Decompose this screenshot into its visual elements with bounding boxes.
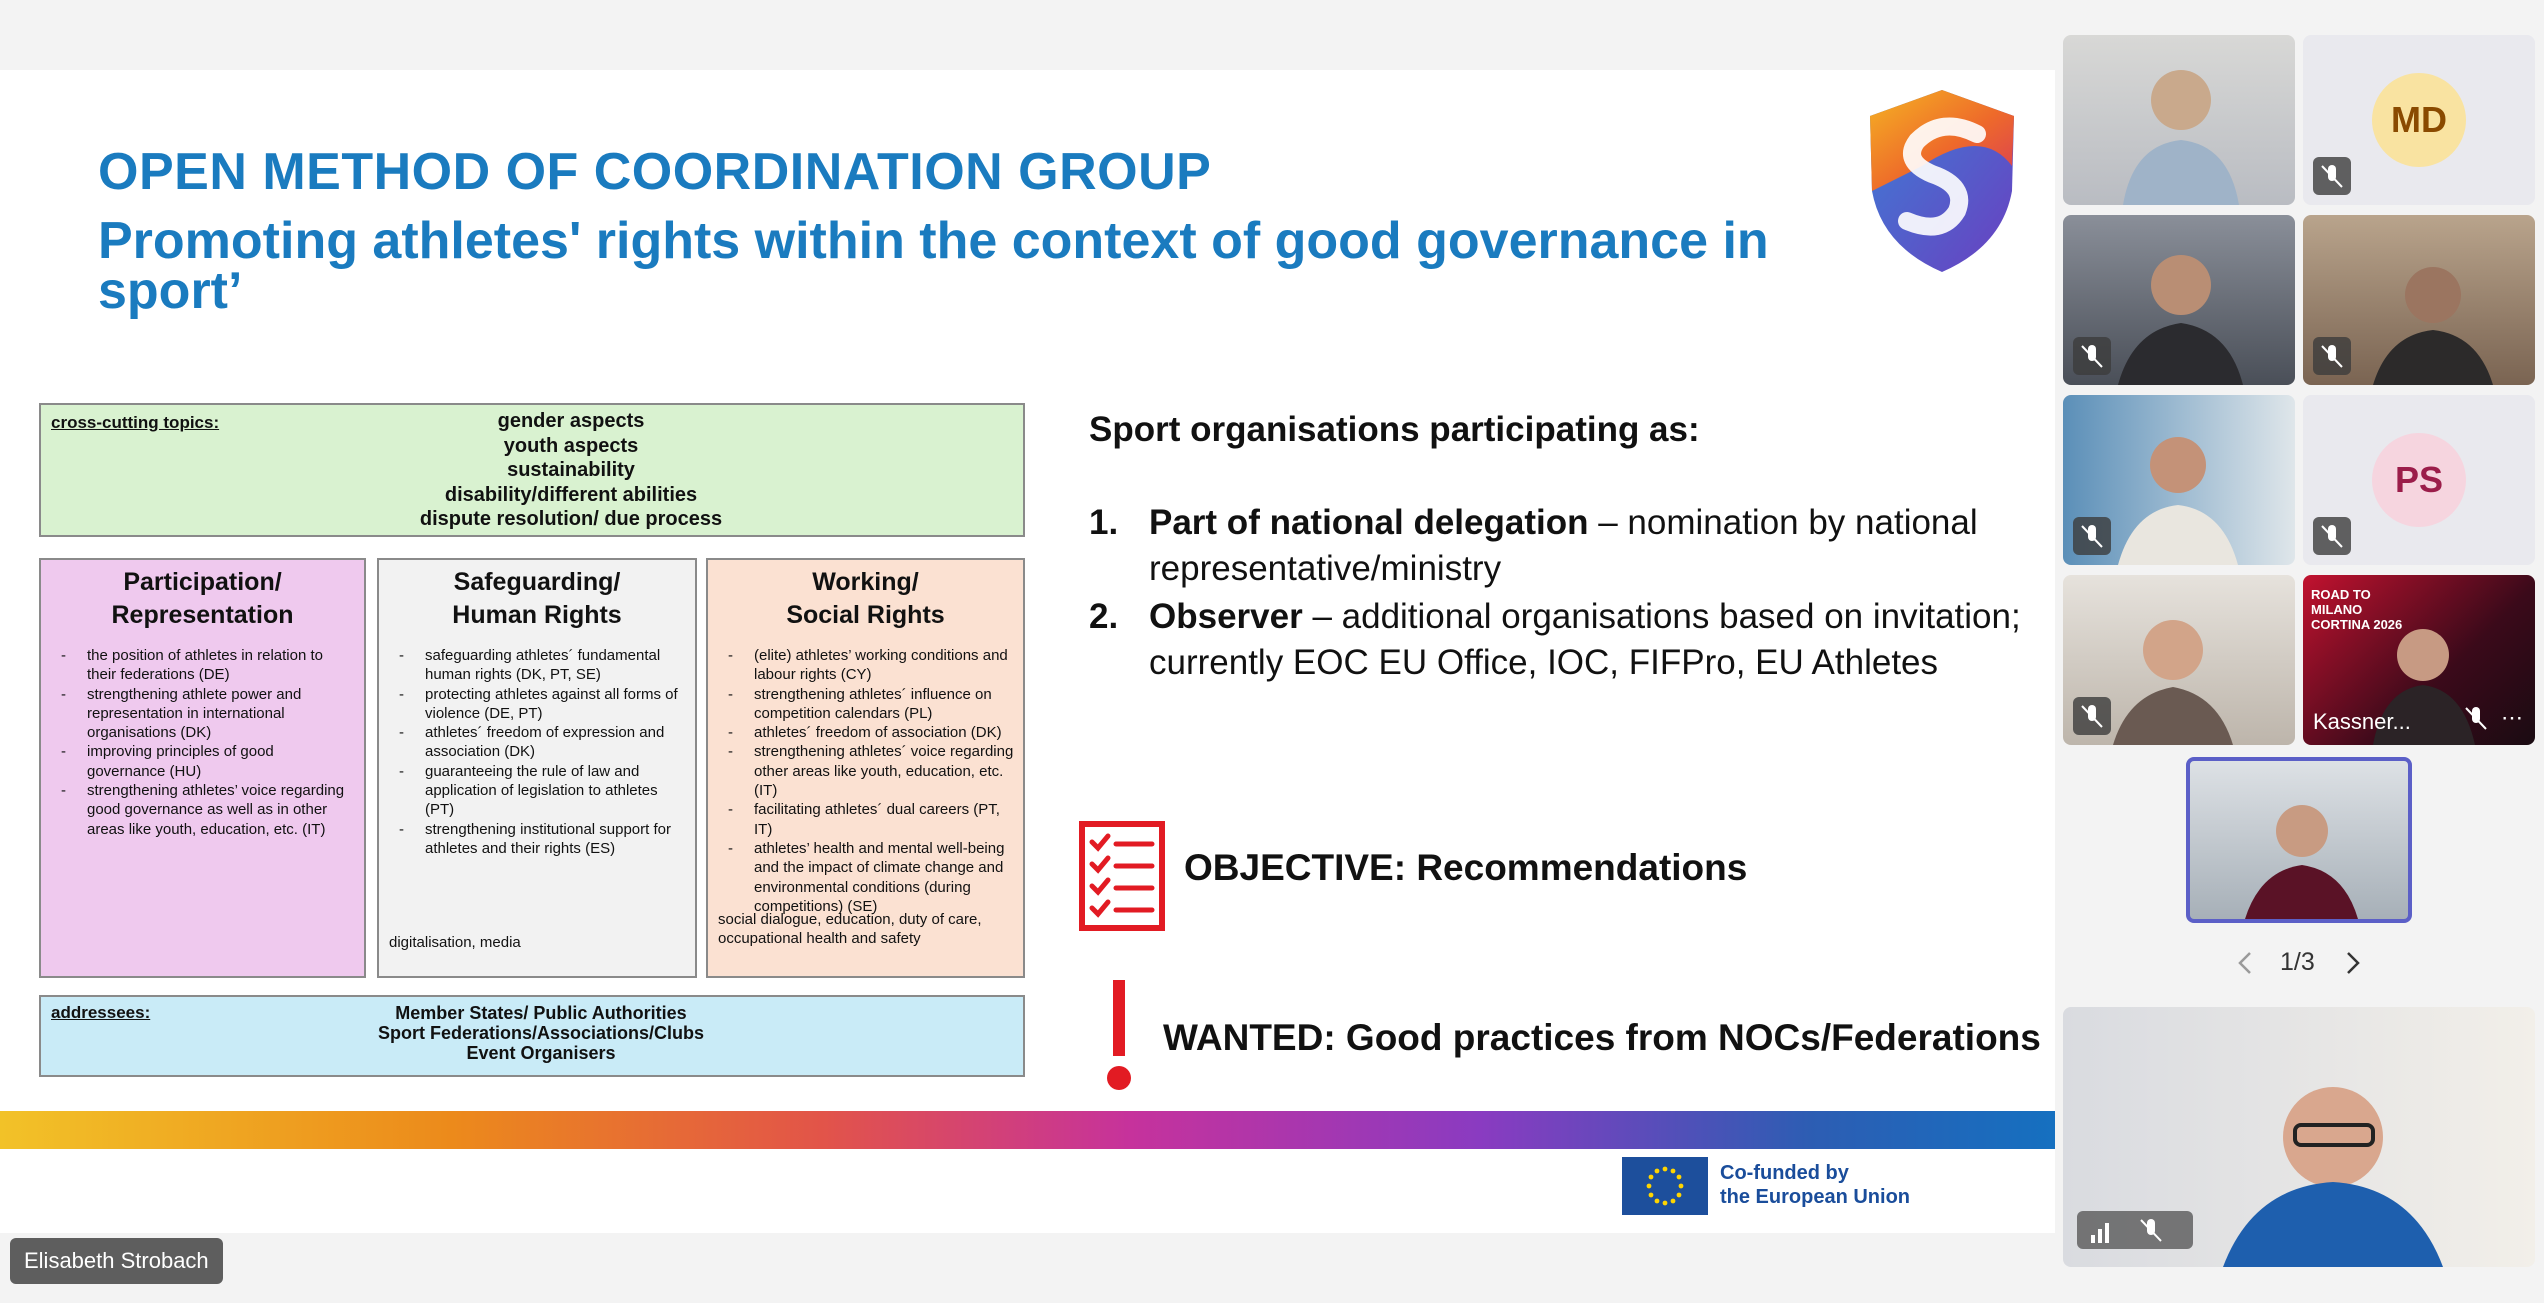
item-number: 2. [1089,597,1119,636]
participant-avatar-tile[interactable] [2303,35,2535,205]
addressees-lines [241,1003,841,1063]
more-options-icon[interactable]: ⋯ [2501,705,2523,730]
cross-cutting-label: cross-cutting topics: [51,413,220,432]
list-item: - strengthening institutional support for athletes and their rights (ES) [425,820,687,859]
list-item: - guaranteeing the rule of law and application of legislation to athletes (PT) [425,762,687,820]
list-item: - strengthening athletes´ voice regarding other areas like youth, education, etc. (IT) [754,742,1015,800]
safeguarding-column [377,558,697,978]
muted-mic-icon [2073,517,2111,555]
participant-name-label: Kassner... [2313,709,2411,734]
column-heading-line: Working/ [812,568,919,596]
self-video-controls [2077,1211,2193,1249]
active-speaker-tile[interactable] [2186,757,2412,923]
sport-organisations-heading: Sport organisations participating as: [1089,410,1700,449]
addressees-box [39,995,1025,1077]
list-item: - protecting athletes against all forms of violence (DE, PT) [425,685,687,724]
column-heading-line: Human Rights [452,601,622,629]
participant-avatar-tile[interactable] [2303,395,2535,565]
list-item: - safeguarding athletes´ fundamental human rights (DK, PT, SE) [425,646,687,685]
video-overlay-text: ROAD TO MILANO CORTINA 2026 [2311,587,2403,632]
column-footer: social dialogue, education, duty of care, occupational health and safety [718,911,982,947]
list-item: - facilitating athletes´ dual careers (PT, IT) [754,800,1015,839]
eu-cofunded-text [1720,1161,1910,1209]
numbered-item-2 [1089,594,2049,686]
numbered-item-1 [1089,500,2049,592]
eu-text-line: Co-funded by [1720,1162,1849,1184]
muted-mic-icon [2073,697,2111,735]
column-heading-line: Representation [111,601,294,629]
addressees-label: addressees: [51,1003,151,1022]
page-indicator: 1/3 [2280,948,2315,976]
cross-cutting-topics [271,409,871,532]
list-item: - strengthening athletes’ voice regarding good governance as well as in other areas like youth, education, etc. (IT) [87,781,356,839]
person-silhouette-icon [2190,761,2408,919]
column-heading-line: Social Rights [786,601,945,629]
participant-video-tile[interactable] [2303,575,2535,745]
muted-mic-icon [2313,517,2351,555]
item-bold-text: Part of national delegation [1149,503,1589,542]
list-item: - the position of athletes in relation to their federations (DE) [87,646,356,685]
topic-item: gender aspects [497,410,645,432]
person-silhouette-icon [2063,35,2295,205]
participant-video-tile[interactable] [2063,395,2295,565]
list-item: - athletes´ freedom of expression and association (DK) [425,723,687,762]
item-text: – additional organisations based on invitation; currently EOC EU Office, IOC, FIFPro, EU Athletes [1149,597,2021,682]
participant-video-tile[interactable] [2063,35,2295,205]
addressee-item: Sport Federations/Associations/Clubs [377,1023,705,1043]
list-item: - strengthening athlete power and representation in international organisations (DK) [87,685,356,743]
shield-logo-icon [1862,86,2022,276]
muted-mic-icon [2313,157,2351,195]
eu-flag-icon [1622,1157,1708,1215]
addressee-item: Event Organisers [466,1043,616,1063]
topic-item: dispute resolution/ due process [419,508,723,530]
item-number: 1. [1089,503,1119,542]
column-list [708,646,1023,916]
item-bold-text: Observer [1149,597,1303,636]
list-item: - (elite) athletes’ working conditions and labour rights (CY) [754,646,1015,685]
item-text: – nomination by national representative/ministry [1149,503,1978,588]
cross-cutting-topics-box [39,403,1025,537]
column-heading-line: Participation/ [123,568,282,596]
participant-video-tile[interactable] [2063,575,2295,745]
participant-video-tile[interactable] [2063,215,2295,385]
list-item: - improving principles of good governance (HU) [87,742,356,781]
slide-subtitle: Promoting athletes' rights within the context of good governance in sport’ [98,212,1769,320]
presenter-name-label: Elisabeth Strobach [10,1238,223,1284]
addressee-item: Member States/ Public Authorities [395,1003,687,1023]
gradient-bar [0,1111,2055,1149]
column-list [41,646,364,839]
topic-item: youth aspects [503,434,639,457]
shared-slide [0,70,2055,1233]
muted-mic-icon [2073,337,2111,375]
participation-column [39,558,366,978]
list-item: - athletes´ freedom of association (DK) [754,723,1015,742]
objective-text: OBJECTIVE: Recommendations [1184,847,1748,888]
signal-icon [2091,1223,2109,1243]
exclamation-icon [1102,980,1136,1092]
column-heading-line: Safeguarding/ [453,568,621,596]
list-item: - athletes’ health and mental well-being and the impact of climate change and environmental conditions (during competitions) (SE) [754,839,1015,916]
topic-item: sustainability [507,459,635,481]
list-item: - strengthening athletes´ influence on competition calendars (PL) [754,685,1015,724]
column-footer: digitalisation, media [389,934,521,951]
working-column [706,558,1025,978]
column-heading [708,566,1023,632]
muted-mic-icon [2313,337,2351,375]
avatar: PS [2372,433,2466,527]
column-heading [41,566,364,632]
column-heading [379,566,695,632]
self-video-tile[interactable] [2063,1007,2535,1267]
eu-text-line: the European Union [1720,1186,1910,1208]
chevron-left-icon[interactable] [2234,949,2256,977]
checklist-icon [1078,820,1166,932]
muted-mic-icon [2461,701,2491,735]
slide-title: OPEN METHOD OF COORDINATION GROUP [98,143,1212,201]
topic-item: disability/different abilities [444,483,698,506]
column-list [379,646,695,858]
chevron-right-icon[interactable] [2342,949,2364,977]
wanted-text: WANTED: Good practices from NOCs/Federations [1163,1017,2041,1058]
muted-mic-icon [2141,1219,2161,1241]
participant-video-tile[interactable] [2303,215,2535,385]
avatar: MD [2372,73,2466,167]
